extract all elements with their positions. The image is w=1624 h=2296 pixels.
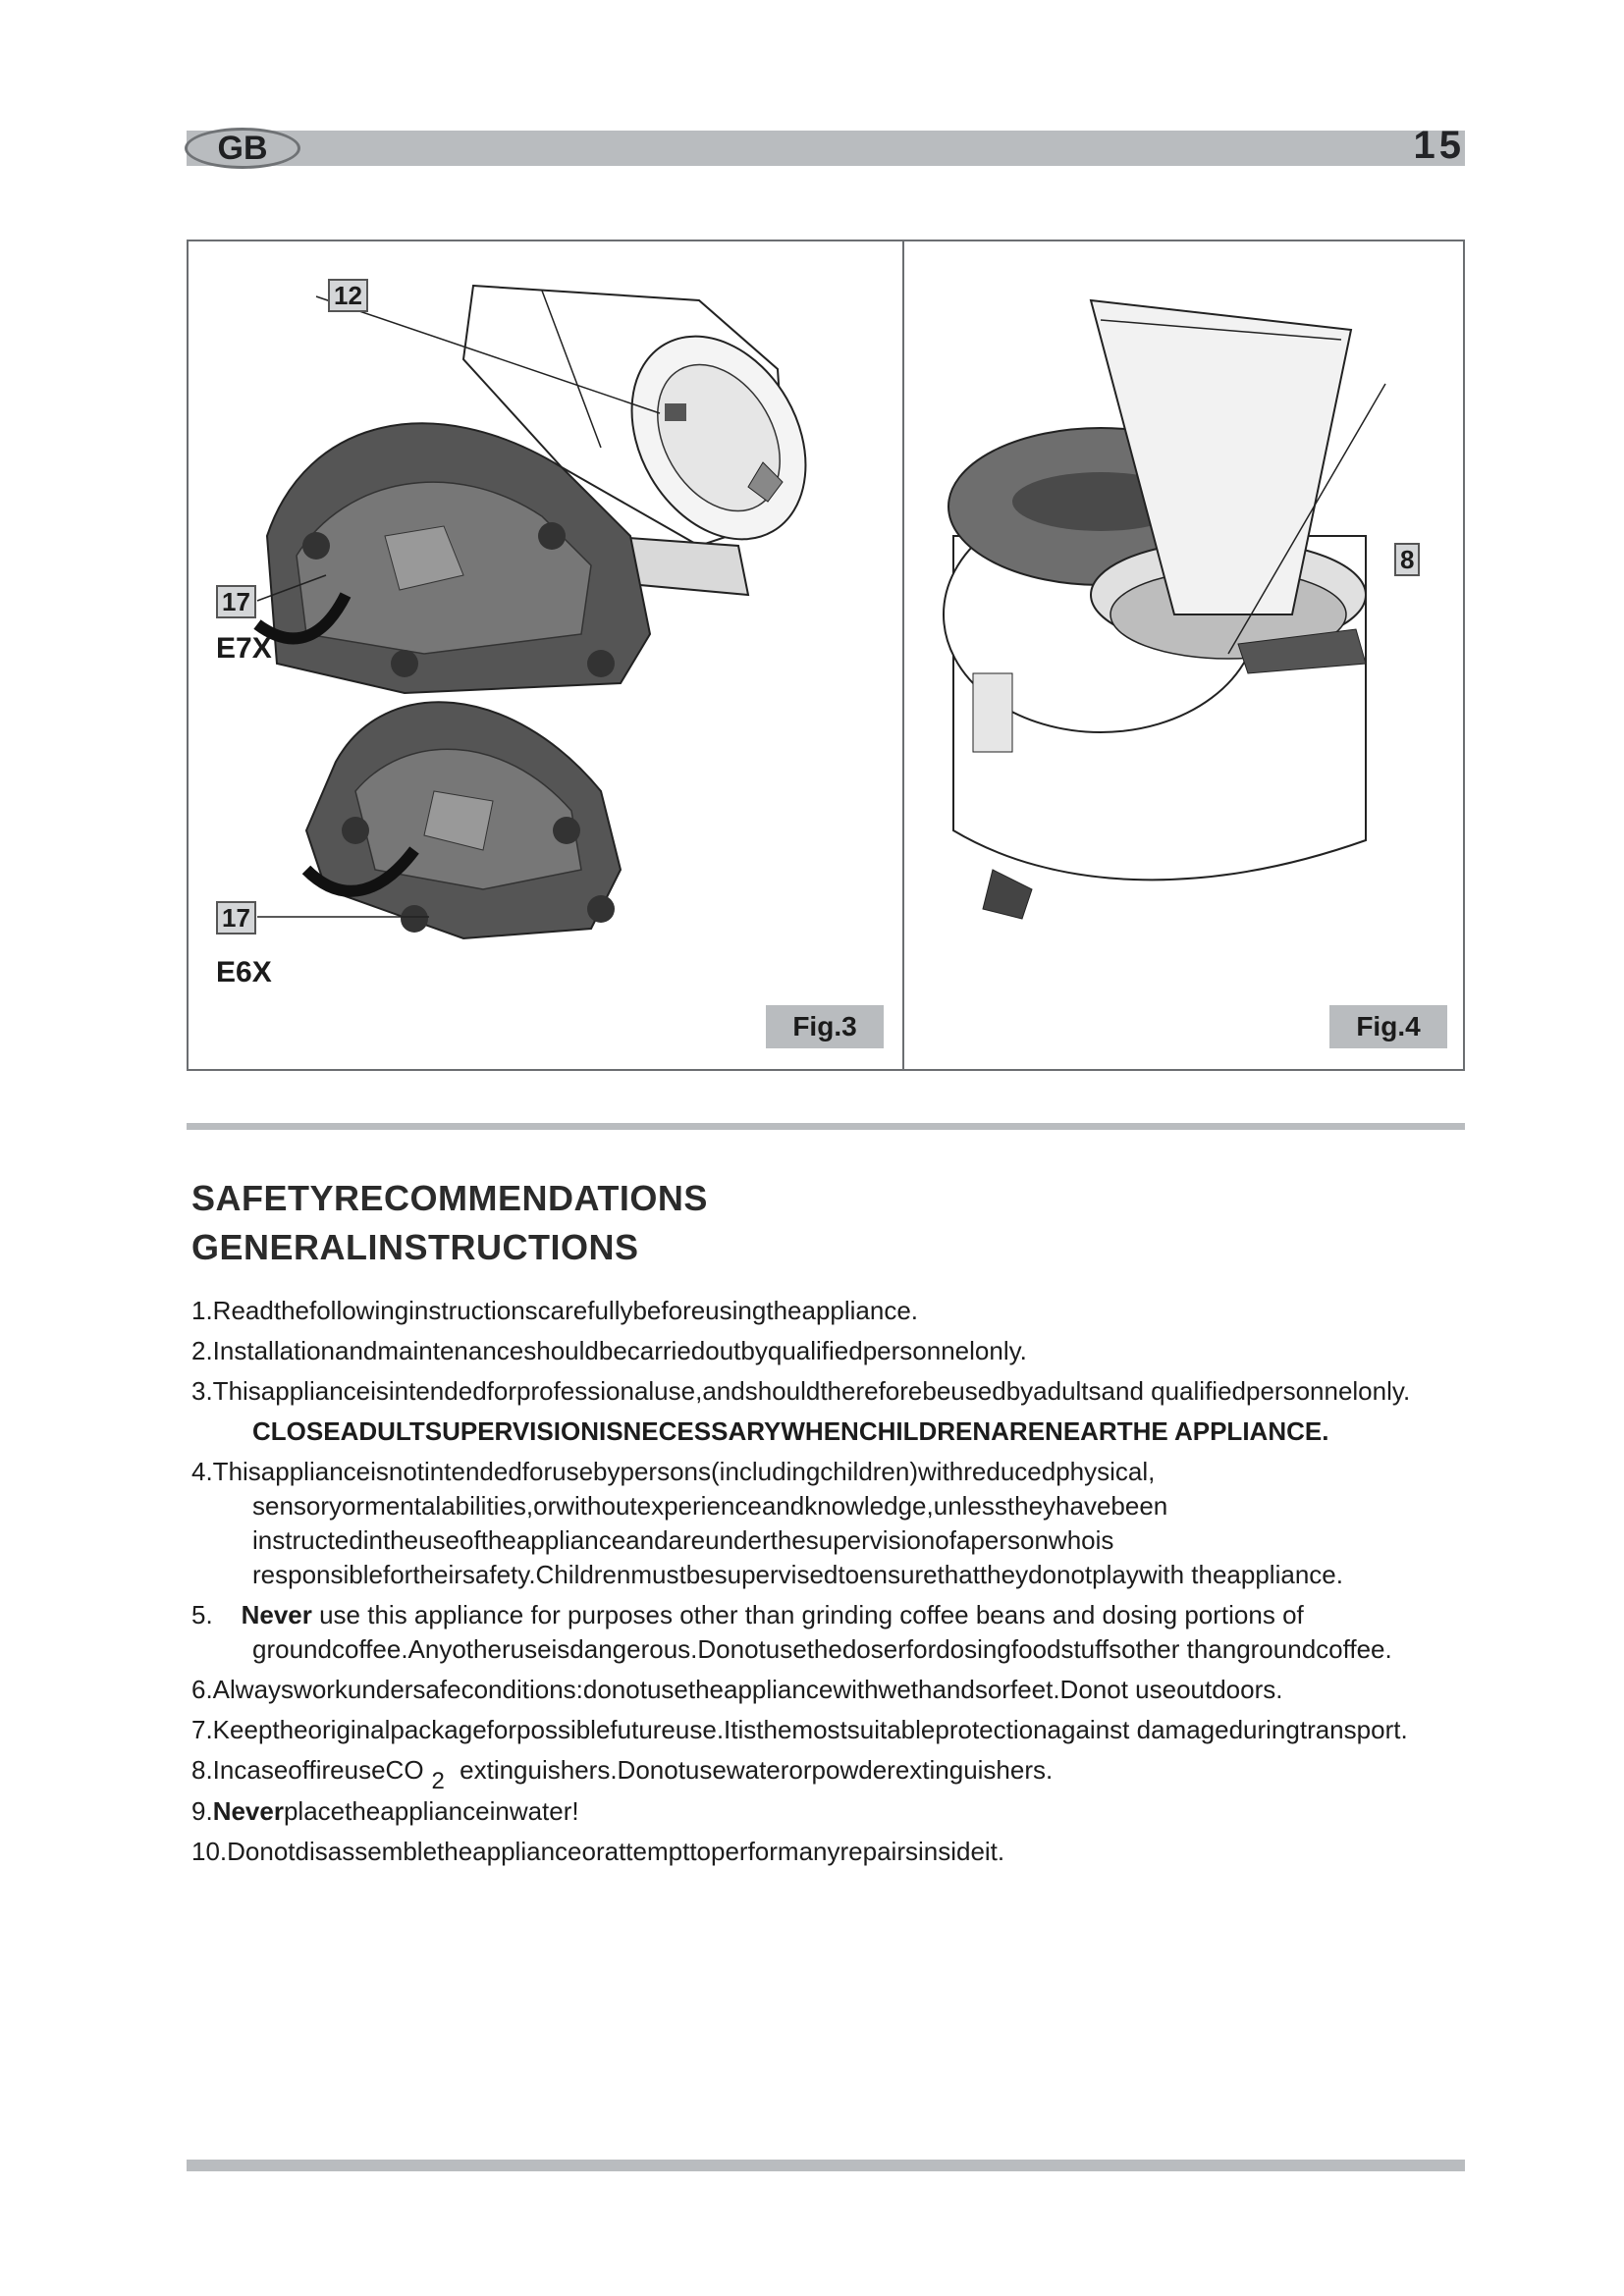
section-rule-top [187, 1123, 1465, 1130]
instruction-item-7: 7.Keeptheoriginalpackageforpossiblefutureuse.Itisthemostsuitableprotectionagainst damageduringtransport. [191, 1715, 1408, 1744]
item8-text-b: extinguishers.Donotusewaterorpowderextinguishers. [452, 1755, 1054, 1785]
item9-number: 9. [191, 1796, 213, 1826]
callout-12: 12 [328, 279, 368, 312]
fig4-label: Fig.4 [1329, 1005, 1447, 1048]
model-label-e6x: E6X [216, 956, 272, 988]
callout-17-e6x: 17 [216, 901, 256, 934]
instruction-item-2: 2.Installationandmaintenanceshouldbecarriedoutbyqualifiedpersonnelonly. [191, 1336, 1027, 1365]
callout-17-e7x: 17 [216, 585, 256, 618]
section-title-safety: SAFETYRECOMMENDATIONS [191, 1178, 708, 1218]
language-badge: GB [185, 128, 300, 169]
instruction-item-6: 6.Alwaysworkundersafeconditions:donotusetheappliancewithwethandsorfeet.Donot useoutdoors. [191, 1675, 1283, 1704]
child-supervision-warning: CLOSEADULTSUPERVISIONISNECESSARYWHENCHILDRENARENEARTHE APPLIANCE. [252, 1416, 1329, 1446]
page-number: 15 [1413, 124, 1465, 167]
item5-never: Never [241, 1600, 312, 1629]
fig3-label: Fig.3 [766, 1005, 884, 1048]
fig4-illustration [904, 241, 1465, 1069]
instruction-item-9 [191, 1794, 1468, 1829]
instruction-item-3: 3.Thisapplianceisintendedforprofessionaluse,andshouldthereforebeusedbyadultsand qualifiedpersonnelonly. [191, 1376, 1411, 1406]
instruction-item-5 [191, 1598, 1468, 1667]
fig3-illustration [189, 241, 901, 1069]
instruction-item-10: 10.Donotdisassembletheapplianceorattempttoperformanyrepairsinsideit. [191, 1837, 1005, 1866]
instruction-item-1: 1.Readthefollowinginstructionscarefullybeforeusingtheappliance. [191, 1296, 919, 1325]
instruction-item-4: 4.Thisapplianceisnotintendedforusebypersons(includingchildren)withreducedphysical, sensoryormentalabilities,orwithoutexperienceandknowledge,unlesstheyhavebeen instructedintheuseoftheapplianceandareunderthesupervisionofapersonwhois responsiblefortheirsafety.Childrenmustbesupervisedtoensurethattheydonotplaywith theappliance. [191, 1457, 1343, 1589]
section-rule-bottom [187, 2160, 1465, 2171]
item5-number: 5. [191, 1600, 213, 1629]
item9-text: placetheapplianceinwater! [283, 1796, 579, 1826]
header-bar [187, 131, 1465, 166]
item8-text-a: 8.IncaseoffireuseCO [191, 1755, 424, 1785]
item5-text: use this appliance for purposes other than grinding coffee beans and dosing portions of groundcoffee.Anyotheruseisdangerous.Donotusethedoserfordosingfoodstuffsother thangroundcoffee. [252, 1600, 1392, 1664]
model-label-e7x: E7X [216, 632, 272, 665]
item9-never: Never [212, 1796, 284, 1826]
item8-subscript: 2 [431, 1768, 445, 1794]
instructions-list [191, 1294, 1468, 1875]
instruction-item-8 [191, 1753, 1468, 1794]
callout-8: 8 [1394, 543, 1420, 576]
section-title-general: GENERALINSTRUCTIONS [191, 1227, 639, 1267]
figure-frame [187, 240, 1465, 1071]
